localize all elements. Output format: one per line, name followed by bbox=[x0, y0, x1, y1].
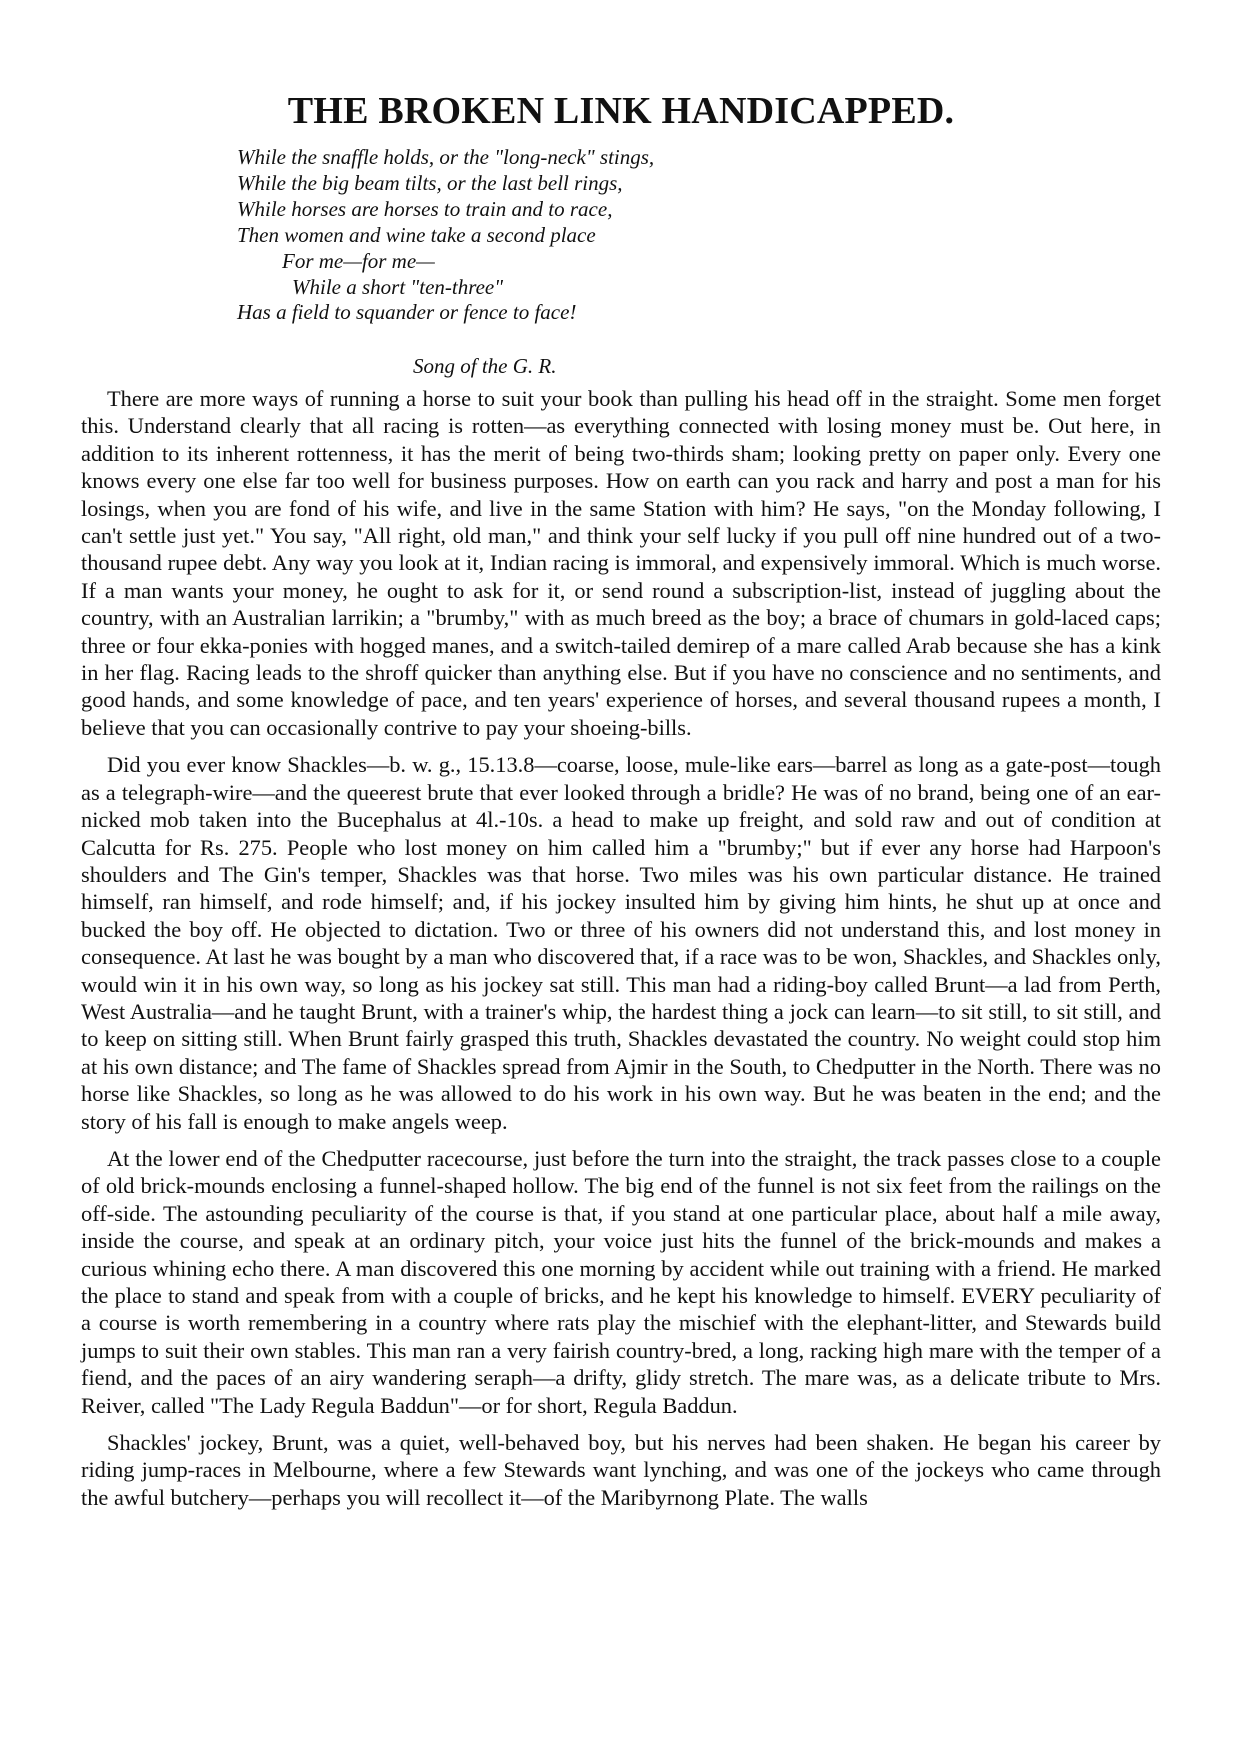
body-text bbox=[81, 385, 1161, 1521]
paragraph: At the lower end of the Chedputter racecourse, just before the turn into the straight, the track passes close to a couple of old brick-mounds enclosing a funnel-shaped hollow. The big end of the funnel is not six feet from the railings on the off-side. The astounding peculiarity of the course is that, if you stand at one particular place, about half a mile away, inside the course, and speak at an ordinary pitch, your voice just hits the funnel of the brick-mounds and makes a curious whining echo there. A man discovered this one morning by accident while out training with a friend. He marked the place to stand and speak from with a couple of bricks, and he kept his knowledge to himself. EVERY peculiarity of a course is worth remembering in a country where rats play the mischief with the elephant-litter, and Stewards build jumps to suit their own stables. This man ran a very fairish country-bred, a long, racking high mare with the temper of a fiend, and the paces of an airy wandering seraph—a drifty, glidy stretch. The mare was, as a delicate tribute to Mrs. Reiver, called "The Lady Regula Baddun"—or for short, Regula Baddun. bbox=[81, 1145, 1161, 1418]
paragraph: There are more ways of running a horse to suit your book than pulling his head off in the straight. Some men forget this. Understand clearly that all racing is rotten—as everything connected with losing money must be. Out here, in addition to its inherent rottenness, it has the merit of being two-thirds sham; looking pretty on paper only. Every one knows every one else far too well for business purposes. How on earth can you rack and harry and post a man for his losings, when you are fond of his wife, and live in the same Station with him? He says, "on the Monday following, I can't settle just yet." You say, "All right, old man," and think your self lucky if you pull off nine hundred out of a two-thousand rupee debt. Any way you look at it, Indian racing is immoral, and expensively immoral. Which is much worse. If a man wants your money, he ought to ask for it, or send round a subscription-list, instead of juggling about the country, with an Australian larrikin; a "brumby," with as much breed as the boy; a brace of chumars in gold-laced caps; three or four ekka-ponies with hogged manes, and a switch-tailed demirep of a mare called Arab because she has a kink in her flag. Racing leads to the shroff quicker than anything else. But if you have no conscience and no sentiments, and good hands, and some knowledge of pace, and ten years' experience of horses, and several thousand rupees a month, I believe that you can occasionally contrive to pay your shoeing-bills. bbox=[81, 386, 1161, 740]
chapter-title: THE BROKEN LINK HANDICAPPED. bbox=[287, 90, 955, 132]
poem-line: Has a field to squander or fence to face! bbox=[237, 300, 577, 325]
paragraph: Shackles' jockey, Brunt, was a quiet, well-behaved boy, but his nerves had been shaken. He began his career by riding jump-races in Melbourne, where a few Stewards want lynching, and was one of the jockeys who came through the awful butchery—perhaps you will recollect it—of the Maribyrnong Plate. The walls bbox=[81, 1430, 1161, 1510]
poem-line: While the big beam tilts, or the last bell rings, bbox=[237, 170, 623, 195]
poem-line: For me—for me— bbox=[282, 248, 435, 273]
poem-line: While the snaffle holds, or the "long-neck" stings, bbox=[237, 145, 655, 169]
epigraph-poem bbox=[237, 145, 857, 326]
poem-line: Then women and wine take a second place bbox=[237, 222, 596, 247]
poem-line: While a short "ten-three" bbox=[292, 274, 504, 299]
epigraph-attribution: Song of the G. R. bbox=[413, 354, 557, 378]
poem-line: While horses are horses to train and to race, bbox=[237, 196, 613, 221]
paragraph: Did you ever know Shackles—b. w. g., 15.13.8—coarse, loose, mule-like ears—barrel as long as a gate-post—tough as a telegraph-wire—and the queerest brute that ever looked through a bridle? He was of no brand, being one of an ear-nicked mob taken into the Bucephalus at 4l.-10s. a head to make up freight, and sold raw and out of condition at Calcutta for Rs. 275. People who lost money on him called him a "brumby;" but if ever any horse had Harpoon's shoulders and The Gin's temper, Shackles was that horse. Two miles was his own particular distance. He trained himself, ran himself, and rode himself; and, if his jockey insulted him by giving him hints, he shut up at once and bucked the boy off. He objected to dictation. Two or three of his owners did not understand this, and lost money in consequence. At last he was bought by a man who discovered that, if a race was to be won, Shackles, and Shackles only, would win it in his own way, so long as his jockey sat still. This man had a riding-boy called Brunt—a lad from Perth, West Australia—and he taught Brunt, with a trainer's whip, the hardest thing a jock can learn—to sit still, to sit still, and to keep on sitting still. When Brunt fairly grasped this truth, Shackles devastated the country. No weight could stop him at his own distance; and The fame of Shackles spread from Ajmir in the South, to Chedputter in the North. There was no horse like Shackles, so long as he was allowed to do his work in his own way. But he was beaten in the end; and the story of his fall is enough to make angels weep. bbox=[81, 752, 1161, 1134]
